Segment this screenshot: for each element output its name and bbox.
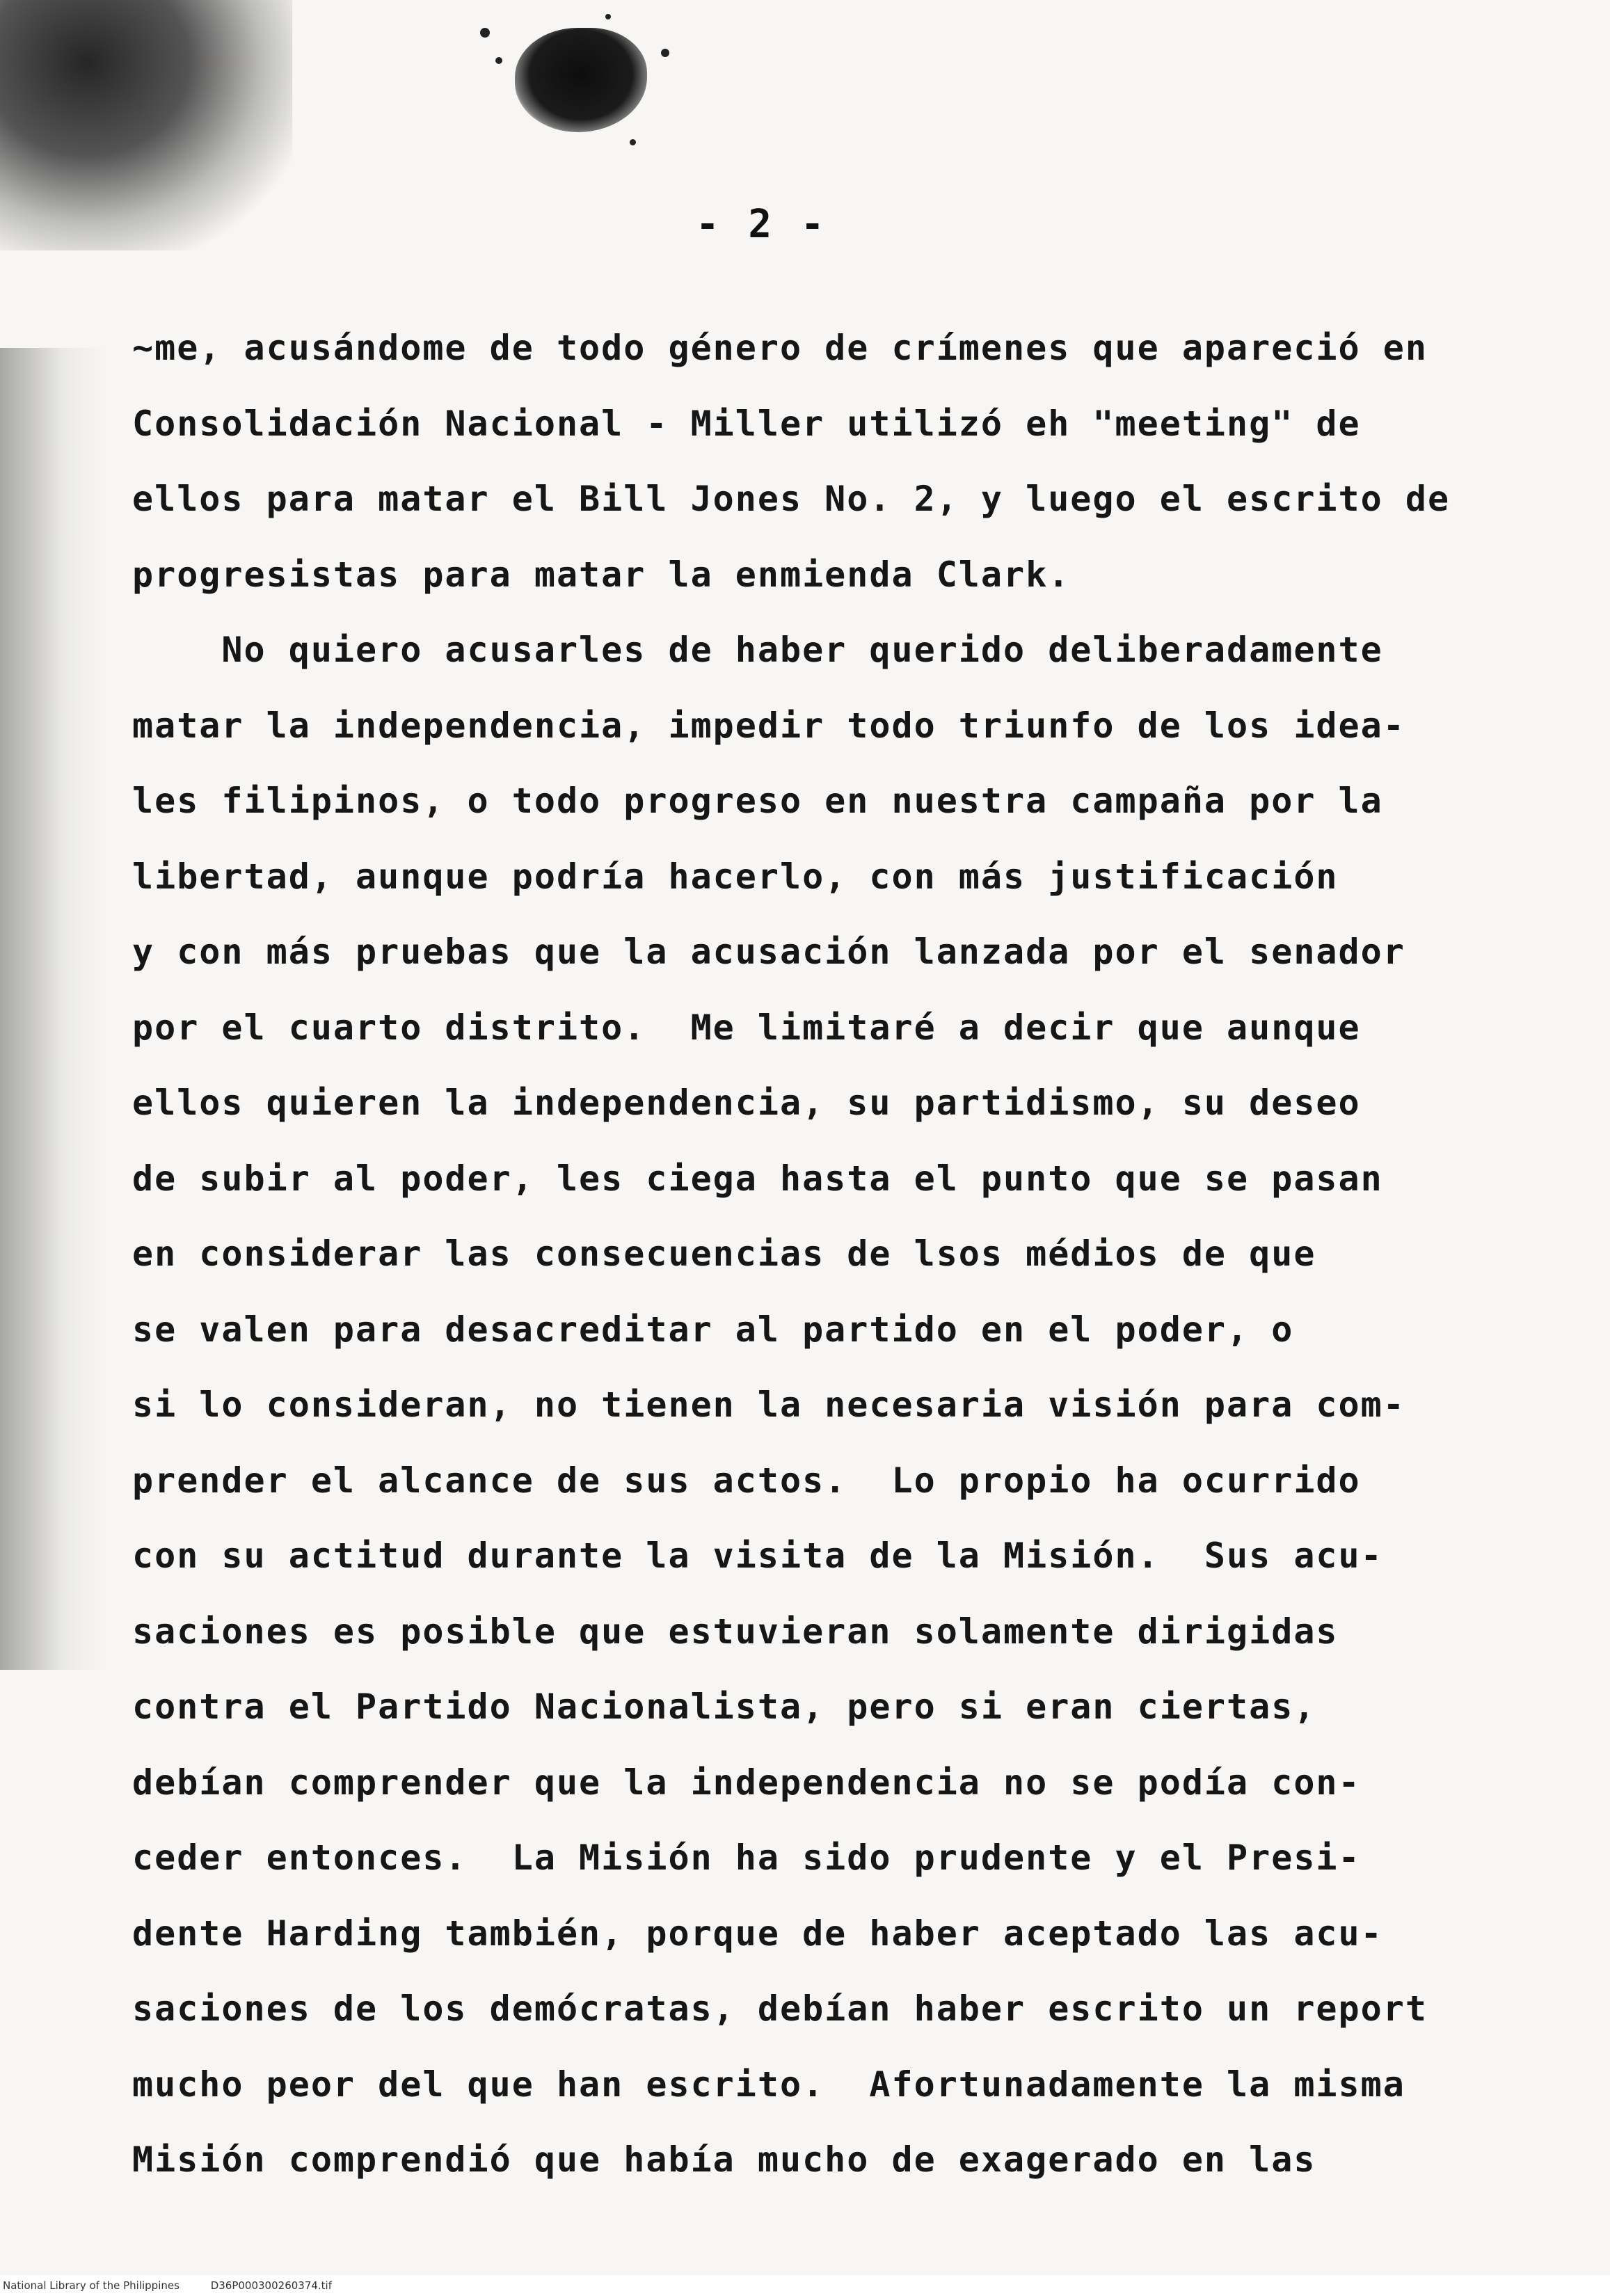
ink-speck [630,139,636,145]
text-line: se valen para desacreditar al partido en el poder, o [132,1309,1294,1350]
scan-footer [0,2275,1610,2296]
scan-stain-corner [0,0,292,250]
text-line: debían comprender que la independencia no se podía con- [132,1762,1361,1803]
text-line: les filipinos, o todo progreso en nuestra campaña por la [132,781,1383,821]
text-line: ~me, acusándome de todo género de crímenes que apareció en [132,328,1428,368]
text-line: mucho peor del que han escrito. Afortunadamente la misma [132,2064,1405,2105]
page-number: - 2 - [696,202,827,247]
ink-speck [480,28,490,38]
text-line: No quiero acusarles de haber querido deliberadamente [132,630,1383,670]
text-line: por el cuarto distrito. Me limitaré a decir que aunque [132,1007,1361,1048]
text-line: prender el alcance de sus actos. Lo propio ha ocurrido [132,1460,1361,1501]
ink-blot [515,28,647,132]
footer-file-id: D36P000300260374.tif [210,2279,333,2292]
text-line: matar la independencia, impedir todo triunfo de los idea- [132,705,1405,746]
ink-speck [605,14,611,19]
text-line: si lo consideran, no tienen la necesaria visión para com- [132,1385,1405,1425]
text-line: ellos quieren la independencia, su partidismo, su deseo [132,1083,1361,1123]
text-line: ellos para matar el Bill Jones No. 2, y luego el escrito de [132,479,1451,519]
scan-shadow-edge [0,348,104,1670]
text-line: progresistas para matar la enmienda Clark. [132,554,1071,595]
text-line: saciones es posible que estuvieran solamente dirigidas [132,1611,1339,1652]
text-line: en considerar las consecuencias de lsos médios de que [132,1234,1316,1274]
text-line: con su actitud durante la visita de la Misión. Sus acu- [132,1536,1383,1576]
text-line: ceder entonces. La Misión ha sido prudente y el Presi- [132,1837,1361,1878]
footer-institution: National Library of the Philippines [3,2279,180,2292]
text-line: y con más pruebas que la acusación lanzada por el senador [132,932,1405,972]
text-line: saciones de los demócratas, debían haber escrito un report [132,1988,1428,2029]
text-line: Misión comprendió que había mucho de exagerado en las [132,2139,1316,2180]
ink-speck [661,49,669,57]
text-line: dente Harding también, porque de haber aceptado las acu- [132,1913,1383,1954]
text-line: libertad, aunque podría hacerlo, con más justificación [132,856,1339,897]
text-line: Consolidación Nacional - Miller utilizó eh "meeting" de [132,403,1361,444]
text-line: de subir al poder, les ciega hasta el punto que se pasan [132,1158,1383,1199]
text-line: contra el Partido Nacionalista, pero si eran ciertas, [132,1687,1316,1727]
ink-speck [495,57,502,64]
